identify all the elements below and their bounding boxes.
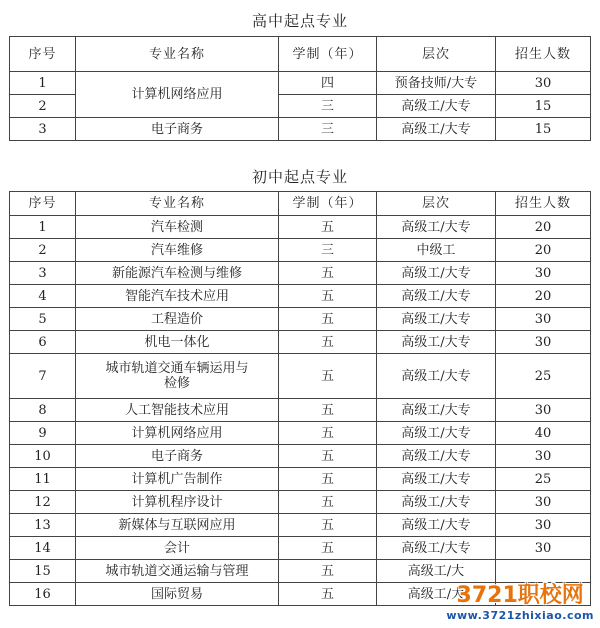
header-level: 层次 — [377, 37, 496, 72]
cell-level: 高级工/大专 — [377, 216, 496, 239]
cell-no: 16 — [10, 583, 76, 606]
cell-level: 高级工/大专 — [377, 331, 496, 354]
cell-years: 五 — [279, 445, 377, 468]
cell-level: 预备技师/大专 — [377, 72, 496, 95]
cell-level: 高级工/大专 — [377, 262, 496, 285]
cell-years: 五 — [279, 560, 377, 583]
table-row — [10, 331, 591, 354]
section-title-high-school: 高中起点专业 — [251, 12, 348, 30]
header-no: 序号 — [10, 192, 76, 216]
cell-no: 1 — [10, 72, 76, 95]
cell-no: 11 — [10, 468, 76, 491]
cell-no: 1 — [10, 216, 76, 239]
cell-count: 25 — [496, 354, 591, 399]
cell-count: 30 — [496, 308, 591, 331]
cell-years: 五 — [279, 422, 377, 445]
table-row — [10, 468, 591, 491]
cell-level: 高级工/大专 — [377, 399, 496, 422]
header-major: 专业名称 — [76, 192, 279, 216]
table-header-row — [10, 192, 591, 216]
cell-major: 计算机程序设计 — [76, 491, 279, 514]
middle-school-majors-table — [9, 191, 591, 606]
cell-major-text: 城市轨道交通车辆运用与检修 — [105, 361, 249, 391]
cell-years: 三 — [279, 118, 377, 141]
cell-level: 高级工/大专 — [377, 354, 496, 399]
cell-level: 高级工/大专 — [377, 537, 496, 560]
cell-years: 五 — [279, 537, 377, 560]
cell-count: 30 — [496, 331, 591, 354]
section-title-middle-school: 初中起点专业 — [251, 168, 348, 186]
table-row — [10, 445, 591, 468]
cell-count: 40 — [496, 422, 591, 445]
cell-level: 高级工/大专 — [377, 285, 496, 308]
table-row — [10, 262, 591, 285]
cell-major: 智能汽车技术应用 — [76, 285, 279, 308]
cell-no: 12 — [10, 491, 76, 514]
table-row — [10, 239, 591, 262]
cell-level: 高级工/大专 — [377, 95, 496, 118]
cell-count: 25 — [496, 468, 591, 491]
cell-level: 高级工/大专 — [377, 491, 496, 514]
cell-years: 五 — [279, 399, 377, 422]
cell-count: 15 — [496, 95, 591, 118]
cell-no: 3 — [10, 118, 76, 141]
cell-count: 30 — [496, 72, 591, 95]
cell-major: 汽车维修 — [76, 239, 279, 262]
cell-level: 高级工/大专 — [377, 468, 496, 491]
cell-level: 高级工/大专 — [377, 514, 496, 537]
cell-major: 新媒体与互联网应用 — [76, 514, 279, 537]
cell-no: 2 — [10, 239, 76, 262]
cell-level: 中级工 — [377, 239, 496, 262]
cell-level: 高级工/大专 — [377, 422, 496, 445]
cell-years: 三 — [279, 239, 377, 262]
cell-count: 30 — [496, 262, 591, 285]
cell-major: 国际贸易 — [76, 583, 279, 606]
cell-years: 三 — [279, 95, 377, 118]
header-level: 层次 — [377, 192, 496, 216]
cell-level: 高级工/大 — [377, 560, 496, 583]
cell-major: 电子商务 — [76, 445, 279, 468]
cell-major: 工程造价 — [76, 308, 279, 331]
table-row — [10, 422, 591, 445]
cell-level: 高级工/大专 — [377, 118, 496, 141]
table-row — [10, 308, 591, 331]
cell-years: 五 — [279, 216, 377, 239]
cell-count: 30 — [496, 445, 591, 468]
header-major: 专业名称 — [76, 37, 279, 72]
header-years: 学制（年） — [279, 192, 377, 216]
cell-no: 14 — [10, 537, 76, 560]
cell-count: 20 — [496, 239, 591, 262]
cell-years: 五 — [279, 285, 377, 308]
cell-level: 高级工/大 — [377, 583, 496, 606]
cell-count: 30 — [496, 537, 591, 560]
watermark-url: www.3721zhixiao.com — [446, 609, 594, 622]
cell-level: 高级工/大专 — [377, 308, 496, 331]
cell-years: 五 — [279, 331, 377, 354]
cell-count: 20 — [496, 285, 591, 308]
cell-no: 8 — [10, 399, 76, 422]
cell-major: 计算机广告制作 — [76, 468, 279, 491]
table-row — [10, 537, 591, 560]
table-row — [10, 354, 591, 399]
watermark-logo: 3721职校网 — [456, 583, 584, 608]
cell-years: 五 — [279, 262, 377, 285]
cell-major: 计算机网络应用 — [76, 422, 279, 445]
cell-major: 人工智能技术应用 — [76, 399, 279, 422]
cell-count: 30 — [496, 491, 591, 514]
cell-major: 电子商务 — [76, 118, 279, 141]
site-watermark — [446, 578, 594, 622]
header-years: 学制（年） — [279, 37, 377, 72]
table-row — [10, 491, 591, 514]
table-row — [10, 216, 591, 239]
table-header-row — [10, 37, 591, 72]
table-row — [10, 72, 591, 95]
cell-no: 2 — [10, 95, 76, 118]
cell-years: 五 — [279, 583, 377, 606]
cell-major: 会计 — [76, 537, 279, 560]
cell-no: 6 — [10, 331, 76, 354]
table-row — [10, 285, 591, 308]
cell-no: 13 — [10, 514, 76, 537]
table-row — [10, 118, 591, 141]
cell-major: 新能源汽车检测与维修 — [76, 262, 279, 285]
table-row — [10, 399, 591, 422]
high-school-majors-table — [9, 36, 591, 141]
cell-years: 五 — [279, 468, 377, 491]
cell-count: 15 — [496, 118, 591, 141]
cell-major — [76, 354, 279, 399]
header-count: 招生人数 — [496, 192, 591, 216]
cell-no: 9 — [10, 422, 76, 445]
cell-years: 五 — [279, 308, 377, 331]
header-no: 序号 — [10, 37, 76, 72]
cell-years: 五 — [279, 514, 377, 537]
cell-level: 高级工/大专 — [377, 445, 496, 468]
cell-major: 汽车检测 — [76, 216, 279, 239]
cell-major: 城市轨道交通运输与管理 — [76, 560, 279, 583]
header-count: 招生人数 — [496, 37, 591, 72]
cell-major: 机电一体化 — [76, 331, 279, 354]
cell-no: 5 — [10, 308, 76, 331]
cell-years: 五 — [279, 354, 377, 399]
cell-major: 计算机网络应用 — [76, 72, 279, 118]
cell-no: 10 — [10, 445, 76, 468]
cell-years: 四 — [279, 72, 377, 95]
cell-count: 30 — [496, 514, 591, 537]
cell-count: 30 — [496, 399, 591, 422]
cell-no: 3 — [10, 262, 76, 285]
cell-no: 4 — [10, 285, 76, 308]
cell-no: 15 — [10, 560, 76, 583]
cell-years: 五 — [279, 491, 377, 514]
cell-no: 7 — [10, 354, 76, 399]
table-row — [10, 514, 591, 537]
cell-count: 20 — [496, 216, 591, 239]
